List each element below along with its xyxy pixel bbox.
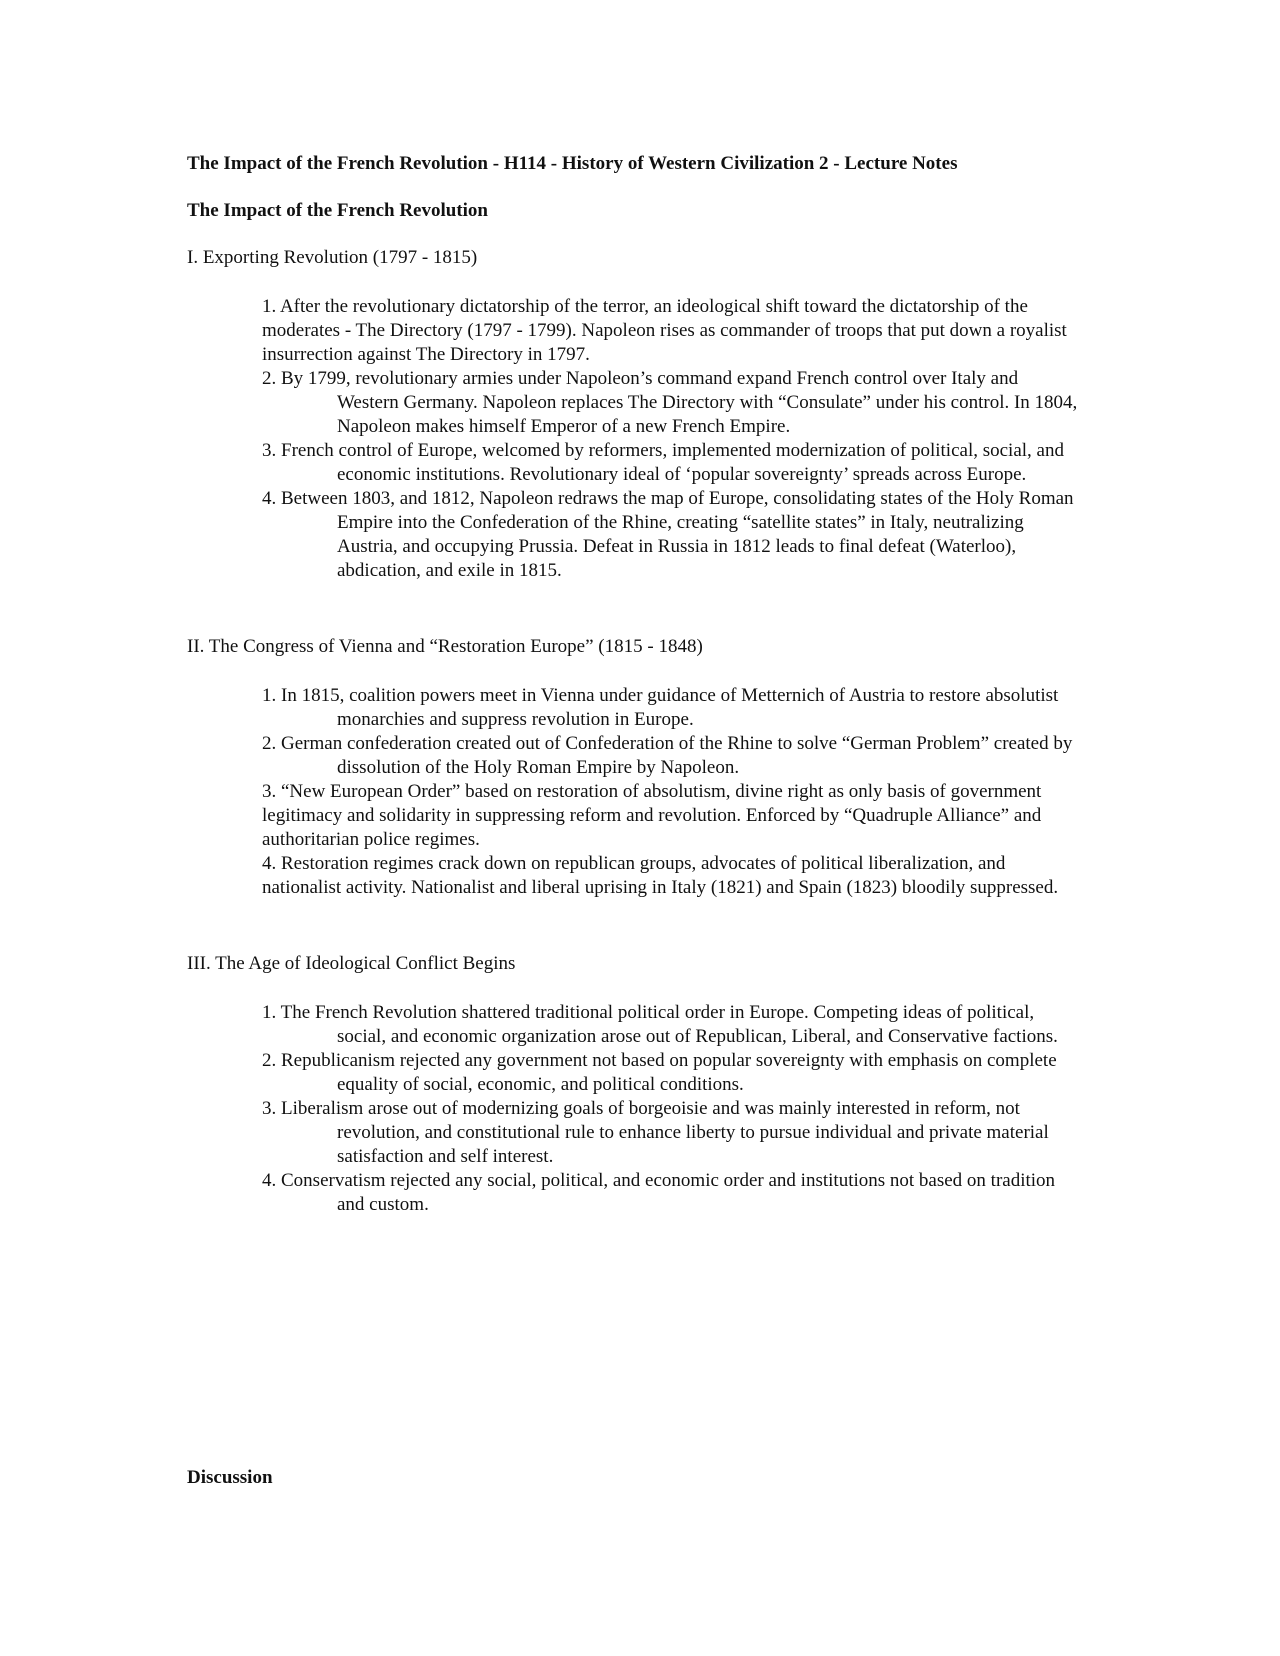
list-item: 3. “New European Order” based on restoration of absolutism, divine right as only basis of government legitimacy and solidarity in suppressing reform and revolution. Enforced by “Quadruple Alliance” and authoritarian police regimes. xyxy=(262,781,1042,850)
list-item: 1. The French Revolution shattered traditional political order in Europe. Competing ideas of political, social, and economic organization arose out of Republican, Liberal, and Conservative factions. xyxy=(262,1002,1058,1047)
section-2-list xyxy=(262,684,1082,900)
list-item: 1. In 1815, coalition powers meet in Vienna under guidance of Metternich of Austria to restore absolutist monarchies and suppress revolution in Europe. xyxy=(262,685,1059,730)
section-heading-2: II. The Congress of Vienna and “Restoration Europe” (1815 - 1848) xyxy=(187,636,703,657)
list-item: 3. French control of Europe, welcomed by reformers, implemented modernization of political, social, and economic institutions. Revolutionary ideal of ‘popular sovereignty’ spreads across Europe. xyxy=(262,440,1064,485)
section-3-list xyxy=(262,1001,1082,1217)
list-item: 4. Restoration regimes crack down on republican groups, advocates of political liberalization, and nationalist activity. Nationalist and liberal uprising in Italy (1821) and Spain (1823) bloodily suppressed. xyxy=(262,853,1059,898)
section-1-list xyxy=(262,295,1082,583)
document-subtitle: The Impact of the French Revolution xyxy=(187,200,488,221)
list-item: 1. After the revolutionary dictatorship of the terror, an ideological shift toward the dictatorship of the moderates - The Directory (1797 - 1799). Napoleon rises as commander of troops that put down a royalist insurrection against The Directory in 1797. xyxy=(262,296,1067,365)
discussion-heading: Discussion xyxy=(187,1467,273,1488)
section-heading-3: III. The Age of Ideological Conflict Begins xyxy=(187,953,516,974)
list-item: 2. Republicanism rejected any government not based on popular sovereignty with emphasis on complete equality of social, economic, and political conditions. xyxy=(262,1050,1057,1095)
list-item: 3. Liberalism arose out of modernizing goals of borgeoisie and was mainly interested in reform, not revolution, and constitutional rule to enhance liberty to pursue individual and private material satisfaction and self interest. xyxy=(262,1098,1049,1167)
list-item: 4. Conservatism rejected any social, political, and economic order and institutions not based on tradition and custom. xyxy=(262,1170,1056,1215)
list-item: 2. By 1799, revolutionary armies under Napoleon’s command expand French control over Italy and Western Germany. Napoleon replaces The Directory with “Consulate” under his control. In 1804, Napoleon makes himself Emperor of a new French Empire. xyxy=(262,368,1078,437)
list-item: 2. German confederation created out of Confederation of the Rhine to solve “German Problem” created by dissolution of the Holy Roman Empire by Napoleon. xyxy=(262,733,1073,778)
section-heading-1: I. Exporting Revolution (1797 - 1815) xyxy=(187,247,478,268)
list-item: 4. Between 1803, and 1812, Napoleon redraws the map of Europe, consolidating states of the Holy Roman Empire into the Confederation of the Rhine, creating “satellite states” in Italy, neutralizing Austria, and occupying Prussia. Defeat in Russia in 1812 leads to final defeat (Waterloo), abdication, and exile in 1815. xyxy=(262,488,1074,581)
document-title: The Impact of the French Revolution - H114 - History of Western Civilization 2 - Lecture Notes xyxy=(187,153,958,174)
